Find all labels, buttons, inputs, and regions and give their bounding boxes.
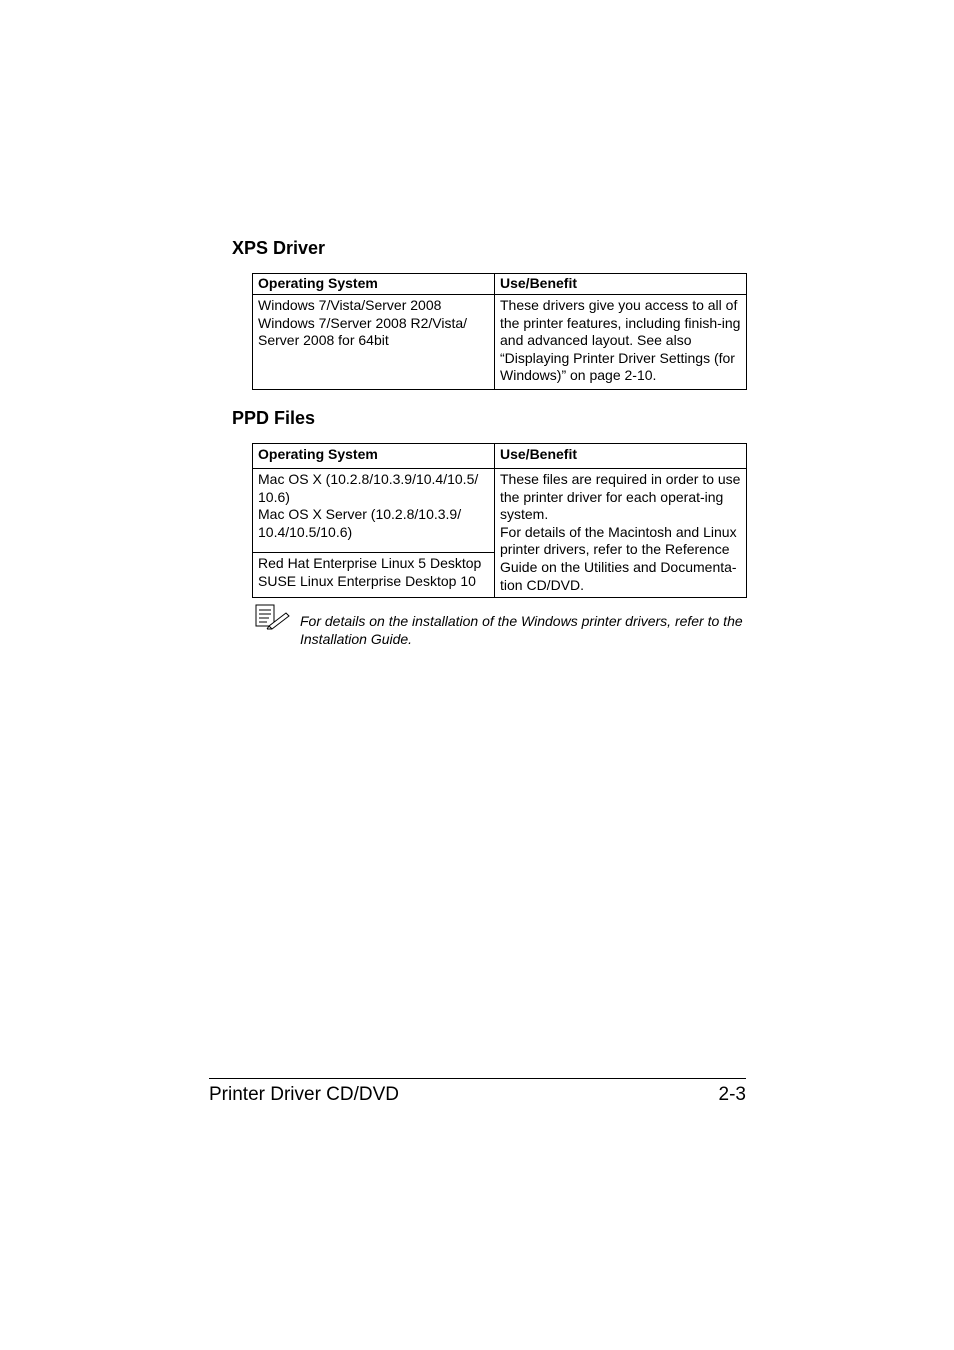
table-header-row xyxy=(253,444,747,469)
column-header-use-benefit: Use/Benefit xyxy=(495,274,747,295)
xps-driver-table xyxy=(252,273,747,390)
ppd-files-heading: PPD Files xyxy=(232,408,316,428)
benefit-cell: These drivers give you access to all of the printer features, including finish-ing and advanced layout. See also “Displaying Printer Driver Settings (for Windows)” on page 2-10. xyxy=(495,295,747,390)
page-number: 2-3 xyxy=(718,1084,746,1105)
table-row xyxy=(253,469,747,553)
footer-chapter-title: Printer Driver CD/DVD xyxy=(209,1084,400,1105)
os-cell: Windows 7/Vista/Server 2008 Windows 7/Server 2008 R2/Vista/ Server 2008 for 64bit xyxy=(253,295,495,390)
table-header-row xyxy=(253,274,747,295)
footer-divider xyxy=(209,1078,746,1079)
ppd-files-table xyxy=(252,443,747,598)
benefit-cell: These files are required in order to use the printer driver for each operat-ing system. For details of the Macintosh and Linux printer drivers, refer to the Reference Guide on the Utilities and Documenta-tion CD/DVD. xyxy=(495,469,747,598)
table-row xyxy=(253,295,747,390)
column-header-operating-system: Operating System xyxy=(253,274,495,295)
installation-note: For details on the installation of the Windows printer drivers, refer to the Installation Guide. xyxy=(300,613,743,647)
os-cell-mac: Mac OS X (10.2.8/10.3.9/10.4/10.5/ 10.6) Mac OS X Server (10.2.8/10.3.9/ 10.4/10.5/10.6) xyxy=(253,469,495,553)
column-header-operating-system: Operating System xyxy=(253,444,495,469)
os-cell-linux: Red Hat Enterprise Linux 5 Desktop SUSE Linux Enterprise Desktop 10 xyxy=(253,552,495,597)
xps-driver-heading: XPS Driver xyxy=(232,238,326,258)
note-pencil-icon xyxy=(255,604,291,630)
column-header-use-benefit: Use/Benefit xyxy=(495,444,747,469)
